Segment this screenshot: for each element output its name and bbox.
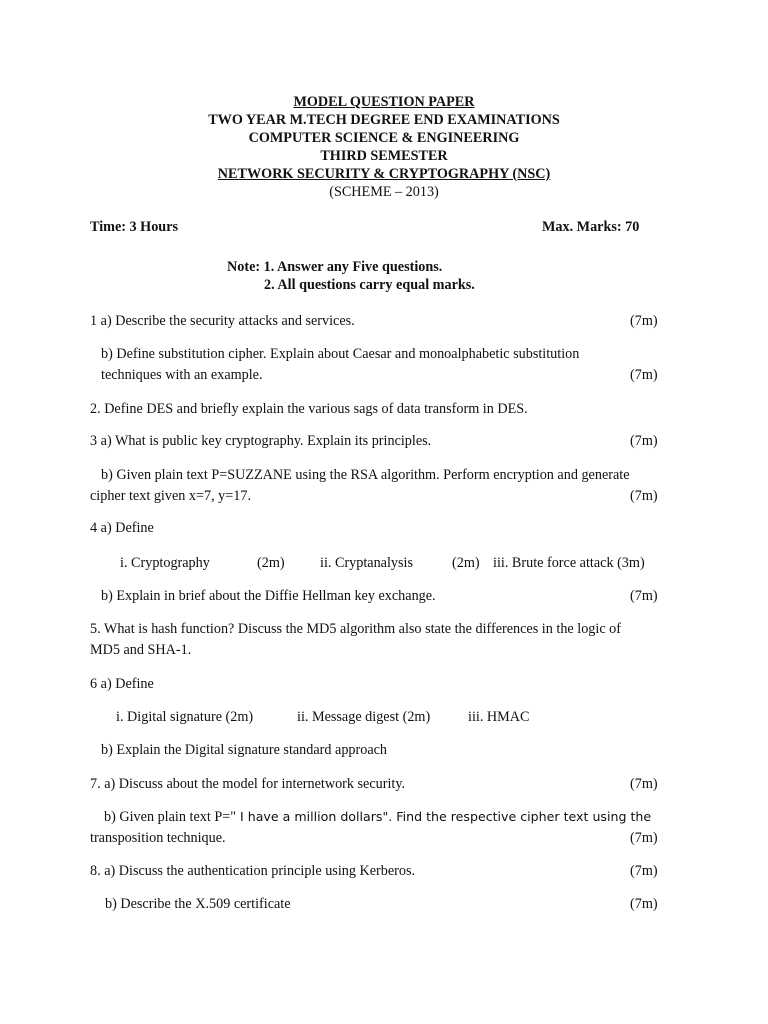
exam-name: TWO YEAR M.TECH DEGREE END EXAMINATIONS — [208, 112, 560, 128]
question-6b: b) Explain the Digital signature standard approach — [101, 742, 388, 758]
question-7a-marks: (7m) — [630, 776, 658, 792]
question-7b-line-1-end: I have a million dollars". Find the respective cipher text using the — [236, 809, 652, 824]
question-7a: 7. a) Discuss about the model for internetwork security. — [90, 776, 406, 792]
question-1a: 1 a) Describe the security attacks and services. — [90, 313, 355, 329]
question-4a-item-i: i. Cryptography — [120, 555, 210, 571]
question-4a-item-i-marks: (2m) — [257, 555, 285, 571]
question-3b-line-2: cipher text given x=7, y=17. — [90, 488, 251, 504]
question-7b-line-1 — [104, 808, 651, 826]
question-4b-marks: (7m) — [630, 588, 658, 604]
question-3b-line-1: b) Given plain text P=SUZZANE using the RSA algorithm. Perform encryption and generate — [101, 467, 630, 483]
question-7b-line-2: transposition technique. — [90, 830, 226, 846]
question-6a-item-iii: iii. HMAC — [468, 709, 530, 725]
question-1b-line-2: techniques with an example. — [101, 367, 263, 383]
note-line-2: 2. All questions carry equal marks. — [264, 277, 475, 293]
question-6a-item-ii: ii. Message digest (2m) — [297, 709, 431, 725]
question-5-line-1: 5. What is hash function? Discuss the MD5 algorithm also state the differences in the logic of — [90, 621, 621, 637]
question-8a-marks: (7m) — [630, 863, 658, 879]
question-4b: b) Explain in brief about the Diffie Hellman key exchange. — [101, 588, 436, 604]
question-8a: 8. a) Discuss the authentication principle using Kerberos. — [90, 863, 416, 879]
question-1a-marks: (7m) — [630, 313, 658, 329]
question-4a: 4 a) Define — [90, 520, 154, 536]
question-2: 2. Define DES and briefly explain the various sags of data transform in DES. — [90, 401, 528, 417]
question-4a-item-ii-marks: (2m) — [452, 555, 480, 571]
note-line-1: Note: 1. Answer any Five questions. — [227, 259, 443, 275]
question-4a-item-iii: iii. Brute force attack (3m) — [493, 555, 645, 571]
question-1b-line-1: b) Define substitution cipher. Explain about Caesar and monoalphabetic substitution — [101, 346, 580, 362]
scheme: (SCHEME – 2013) — [329, 184, 439, 200]
department-name: COMPUTER SCIENCE & ENGINEERING — [248, 130, 520, 146]
question-7b-line-1-start: b) Given plain text P=" — [104, 809, 237, 825]
max-marks: Max. Marks: 70 — [542, 219, 640, 235]
exam-duration: Time: 3 Hours — [90, 219, 179, 235]
question-6a: 6 a) Define — [90, 676, 154, 692]
question-3a: 3 a) What is public key cryptography. Explain its principles. — [90, 433, 432, 449]
subject-title: NETWORK SECURITY & CRYPTOGRAPHY (NSC) — [217, 166, 551, 182]
question-6a-item-i: i. Digital signature (2m) — [116, 709, 254, 725]
paper-title: MODEL QUESTION PAPER — [293, 94, 475, 110]
question-7b-marks: (7m) — [630, 830, 658, 846]
semester: THIRD SEMESTER — [320, 148, 448, 164]
question-4a-item-ii: ii. Cryptanalysis — [320, 555, 414, 571]
question-3b-marks: (7m) — [630, 488, 658, 504]
question-1b-marks: (7m) — [630, 367, 658, 383]
question-8b: b) Describe the X.509 certificate — [105, 896, 291, 912]
question-8b-marks: (7m) — [630, 896, 658, 912]
question-3a-marks: (7m) — [630, 433, 658, 449]
question-5-line-2: MD5 and SHA-1. — [90, 642, 192, 658]
